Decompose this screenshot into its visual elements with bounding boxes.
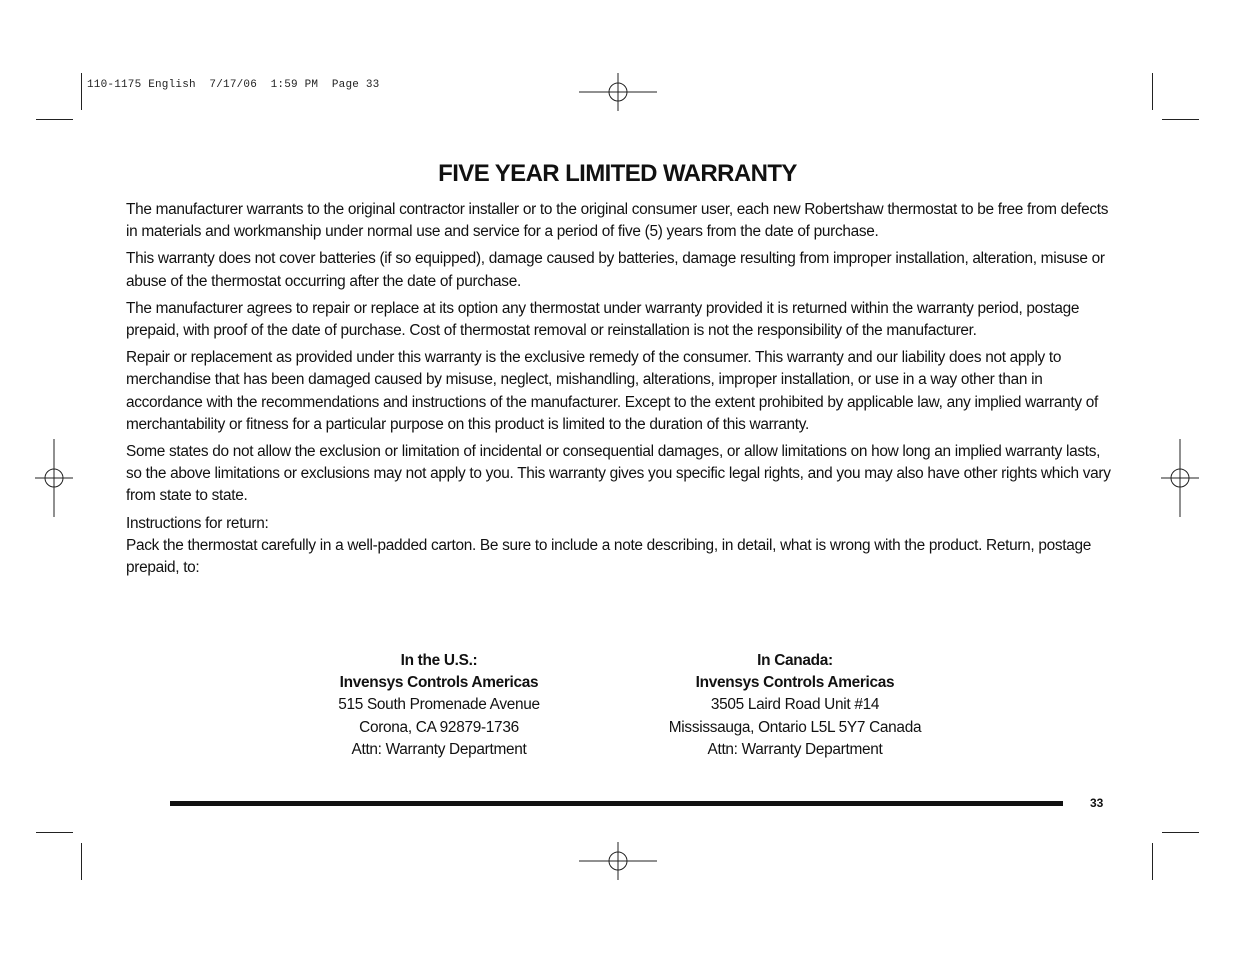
warranty-paragraph: The manufacturer warrants to the original contractor installer or to the original consumer user, each new Robertshaw thermostat to be free from defects in materials and workmanship under normal use and service for a period of five (5) years from the date of purchase. <box>126 201 1109 241</box>
crop-mark-bottom-left-horizontal <box>36 832 73 833</box>
registration-mark-icon <box>579 842 657 880</box>
warranty-paragraph: The manufacturer agrees to repair or replace at its option any thermostat under warranty provided it is returned within the warranty period, postage prepaid, with proof of the date of purchase. Cost of thermostat removal or reinstallation is not the responsibility of the manufacturer. <box>126 299 1080 340</box>
address-canada-heading: In Canada: <box>757 652 833 669</box>
print-slug: 110-1175 English 7/17/06 1:59 PM Page 33 <box>87 79 380 91</box>
registration-mark-icon <box>35 439 73 517</box>
crop-mark-top-left-vertical <box>81 73 82 110</box>
address-us-company: Invensys Controls Americas <box>339 674 539 692</box>
page-title: FIVE YEAR LIMITED WARRANTY <box>438 160 797 187</box>
return-instructions-heading: Instructions for return: <box>126 514 269 532</box>
warranty-paragraph: Repair or replacement as provided under this warranty is the exclusive remedy of the consumer. This warranty and our liability does not apply to merchandise that has been damaged caused by misuse, neglect, mishandling, alterations, improper installation, or use in a way other than in accordance with the recommendations and instructions of the manufacturer. Except to the extent prohibited by applicable law, any implied warranty of merchantability or fitness for a particular purpose on this product is limited to the duration of this warranty. <box>126 349 1098 433</box>
crop-mark-bottom-right-horizontal <box>1162 832 1199 833</box>
crop-mark-top-left-horizontal <box>36 119 73 120</box>
address-canada-street: 3505 Laird Road Unit #14 <box>710 696 880 714</box>
address-canada-city: Mississauga, Ontario L5L 5Y7 Canada <box>668 718 922 736</box>
footer-rule <box>170 801 1063 806</box>
address-us-attn: Attn: Warranty Department <box>351 740 527 758</box>
warranty-paragraph: This warranty does not cover batteries (if so equipped), damage caused by batteries, damage resulting from improper installation, alteration, misuse or abuse of the thermostat occurring after the date of purchase. <box>126 250 1105 290</box>
crop-mark-bottom-left-vertical <box>81 843 82 880</box>
warranty-paragraph: Some states do not allow the exclusion or limitation of incidental or consequential damages, or allow limitations on how long an implied warranty lasts, so the above limitations or exclusions may not apply to you. This warranty gives you specific legal rights, and you may also have other rights which vary from state to state. <box>126 443 1111 505</box>
address-us-city: Corona, CA 92879-1736 <box>359 718 519 736</box>
address-canada <box>625 650 965 761</box>
registration-mark-icon <box>579 73 657 111</box>
address-us-street: 515 South Promenade Avenue <box>338 696 540 714</box>
crop-mark-top-right-horizontal <box>1162 119 1199 120</box>
crop-mark-top-right-vertical <box>1152 73 1153 110</box>
address-canada-company: Invensys Controls Americas <box>695 674 895 692</box>
return-instructions-text: Pack the thermostat carefully in a well-padded carton. Be sure to include a note describing, in detail, what is wrong with the product. Return, postage prepaid, to: <box>126 536 1092 577</box>
crop-mark-bottom-right-vertical <box>1152 843 1153 880</box>
warranty-body <box>126 199 1111 579</box>
address-us-heading: In the U.S.: <box>400 652 478 669</box>
address-canada-attn: Attn: Warranty Department <box>707 740 883 758</box>
address-us <box>289 650 589 761</box>
page-number: 33 <box>1090 796 1104 810</box>
registration-mark-icon <box>1161 439 1199 517</box>
